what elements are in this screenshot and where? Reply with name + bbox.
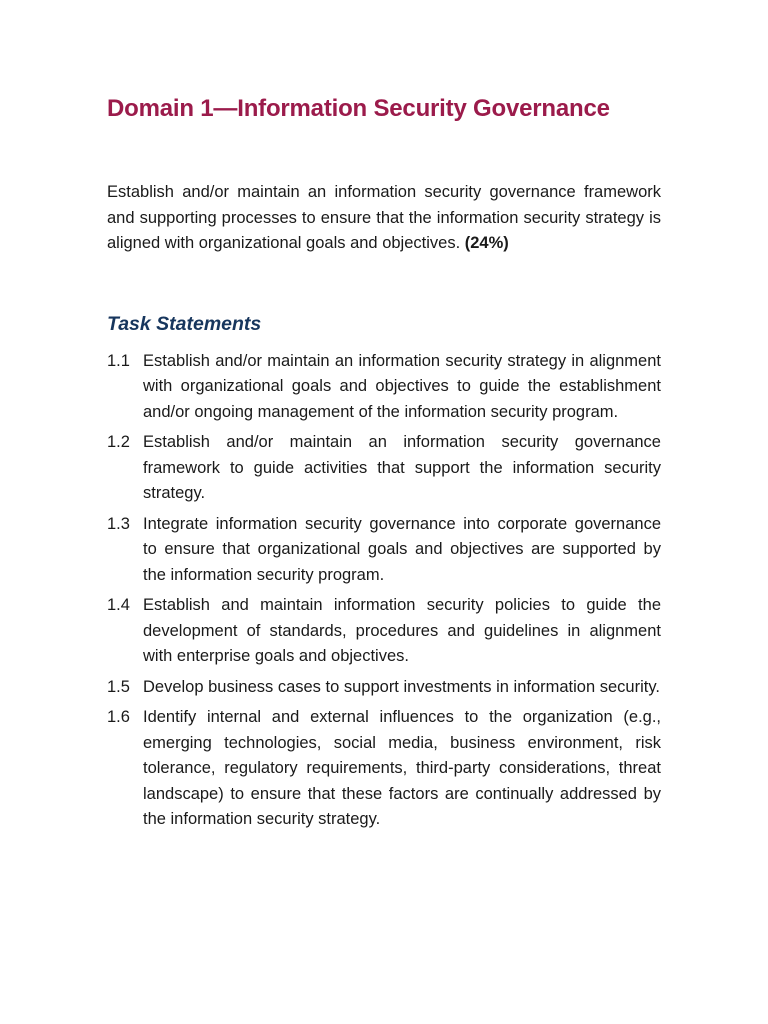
- task-text: Establish and/or maintain an information security governance framework to guide activities that support the information security strategy.: [143, 433, 661, 502]
- task-text: Integrate information security governance into corporate governance to ensure that organizational goals and objectives are supported by the information security program.: [143, 514, 661, 584]
- task-text: Identify internal and external influences to the organization (e.g., emerging technologies, social media, business environment, risk tolerance, regulatory requirements, third-party considerations, threat landscape) to ensure that these factors are continually addressed by the information security strategy.: [143, 708, 661, 828]
- task-list: [107, 349, 661, 833]
- section-heading: Task Statements: [107, 312, 262, 335]
- task-item: [107, 593, 661, 670]
- task-text: Develop business cases to support investments in information security.: [143, 677, 660, 696]
- task-text: Establish and/or maintain an information security strategy in alignment with organizational goals and objectives to guide the establishment and/or ongoing management of the information security program.: [143, 351, 661, 421]
- task-item: [107, 430, 661, 507]
- task-text: Establish and maintain information security policies to guide the development of standards, procedures and guidelines in alignment with enterprise goals and objectives.: [143, 596, 661, 665]
- task-number: 1.5: [107, 677, 130, 696]
- document-page: [107, 92, 661, 838]
- task-item: [107, 705, 661, 833]
- page-title: Domain 1—Information Security Governance: [107, 95, 610, 122]
- task-number: 1.4: [107, 596, 130, 614]
- task-number: 1.6: [107, 708, 130, 726]
- weight-percentage: (24%): [464, 234, 509, 252]
- intro-text: Establish and/or maintain an information security governance framework and supporting processes to ensure that the information security strategy is aligned with organizational goals and objectives.: [107, 183, 661, 252]
- task-number: 1.1: [107, 351, 130, 370]
- task-number: 1.2: [107, 433, 130, 451]
- task-item: [107, 675, 661, 701]
- task-item: [107, 512, 661, 589]
- task-number: 1.3: [107, 514, 130, 533]
- intro-paragraph: [107, 180, 661, 257]
- task-item: [107, 349, 661, 426]
